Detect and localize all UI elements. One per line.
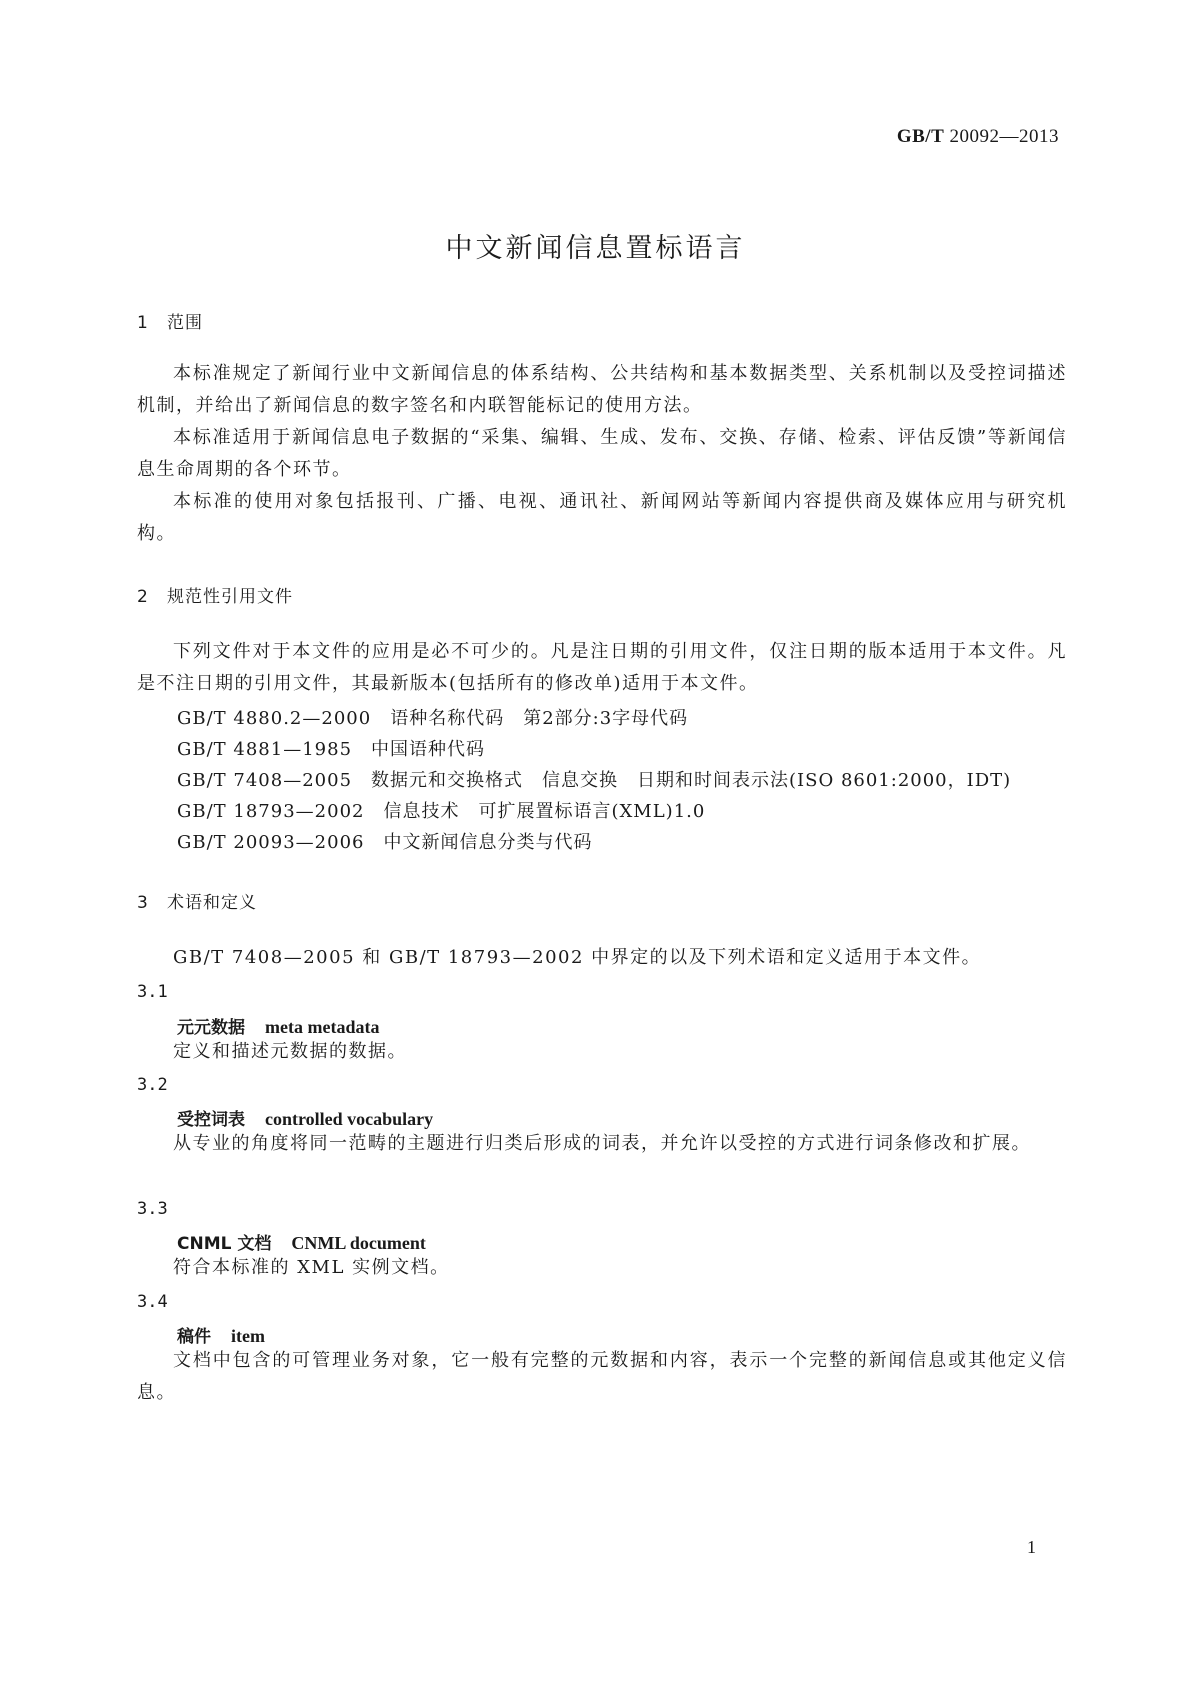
standard-code (897, 126, 1059, 148)
section-number: 1 (137, 313, 149, 333)
term-definition: 定义和描述元数据的数据。 (173, 1041, 407, 1062)
section-1-heading (137, 308, 203, 333)
term-heading (177, 1013, 379, 1038)
term-number: 3.3 (137, 1199, 168, 1219)
page-number: 1 (1027, 1537, 1036, 1557)
terms-intro: GB/T 7408—2005 和 GB/T 18793—2002 中界定的以及下列术语和定义适用于本文件。 (173, 947, 982, 968)
normative-reference: GB/T 4881—1985 中国语种代码 (177, 739, 486, 760)
term-zh: 稿件 (177, 1327, 211, 1347)
term-number: 3.4 (137, 1292, 168, 1312)
normative-reference: GB/T 4880.2—2000 语种名称代码 第2部分:3字母代码 (177, 708, 689, 729)
term-number: 3.2 (137, 1075, 168, 1095)
term-heading (177, 1229, 426, 1254)
scope-paragraph-3: 本标准的使用对象包括报刊、广播、电视、通讯社、新闻网站等新闻内容提供商及媒体应用与研究机构。 (137, 491, 1067, 544)
term-number: 3.1 (137, 982, 168, 1002)
section-title: 规范性引用文件 (167, 587, 293, 607)
section-title: 范围 (167, 313, 203, 333)
term-zh: 受控词表 (177, 1110, 245, 1130)
term-definition: 文档中包含的可管理业务对象，它一般有完整的元数据和内容，表示一个完整的新闻信息或其他定义信息。 (137, 1350, 1067, 1403)
term-zh: 元元数据 (177, 1018, 245, 1038)
term-heading (177, 1322, 265, 1347)
normative-intro: 下列文件对于本文件的应用是必不可少的。凡是注日期的引用文件，仅注日期的版本适用于本文件。凡是不注日期的引用文件，其最新版本(包括所有的修改单)适用于本文件。 (137, 641, 1067, 694)
term-en: item (231, 1326, 265, 1346)
document-title: 中文新闻信息置标语言 (445, 233, 746, 264)
standard-prefix: GB/T (896, 126, 945, 147)
normative-reference: GB/T 18793—2002 信息技术 可扩展置标语言(XML)1.0 (177, 801, 706, 822)
section-3-heading (137, 888, 257, 913)
term-en: controlled vocabulary (265, 1109, 434, 1129)
term-definition: 从专业的角度将同一范畴的主题进行归类后形成的词表，并允许以受控的方式进行词条修改和扩展。 (173, 1133, 1031, 1154)
scope-paragraph-1: 本标准规定了新闻行业中文新闻信息的体系结构、公共结构和基本数据类型、关系机制以及受控词描述机制，并给出了新闻信息的数字签名和内联智能标记的使用方法。 (137, 363, 1067, 416)
normative-reference: GB/T 7408—2005 数据元和交换格式 信息交换 日期和时间表示法(ISO 8601:2000，IDT) (177, 770, 1012, 791)
scope-paragraph-2: 本标准适用于新闻信息电子数据的“采集、编辑、生成、发布、交换、存储、检索、评估反馈”等新闻信息生命周期的各个环节。 (137, 427, 1067, 480)
normative-reference: GB/T 20093—2006 中文新闻信息分类与代码 (177, 832, 593, 853)
section-number: 2 (137, 587, 149, 607)
section-number: 3 (137, 893, 149, 913)
section-title: 术语和定义 (167, 893, 257, 913)
term-en: meta metadata (265, 1017, 380, 1037)
standard-number: 20092—2013 (949, 126, 1059, 147)
section-2-heading (137, 582, 293, 607)
term-definition: 符合本标准的 XML 实例文档。 (173, 1257, 450, 1278)
term-zh: CNML 文档 (177, 1234, 272, 1254)
term-heading (177, 1105, 433, 1130)
term-en: CNML document (291, 1233, 426, 1253)
